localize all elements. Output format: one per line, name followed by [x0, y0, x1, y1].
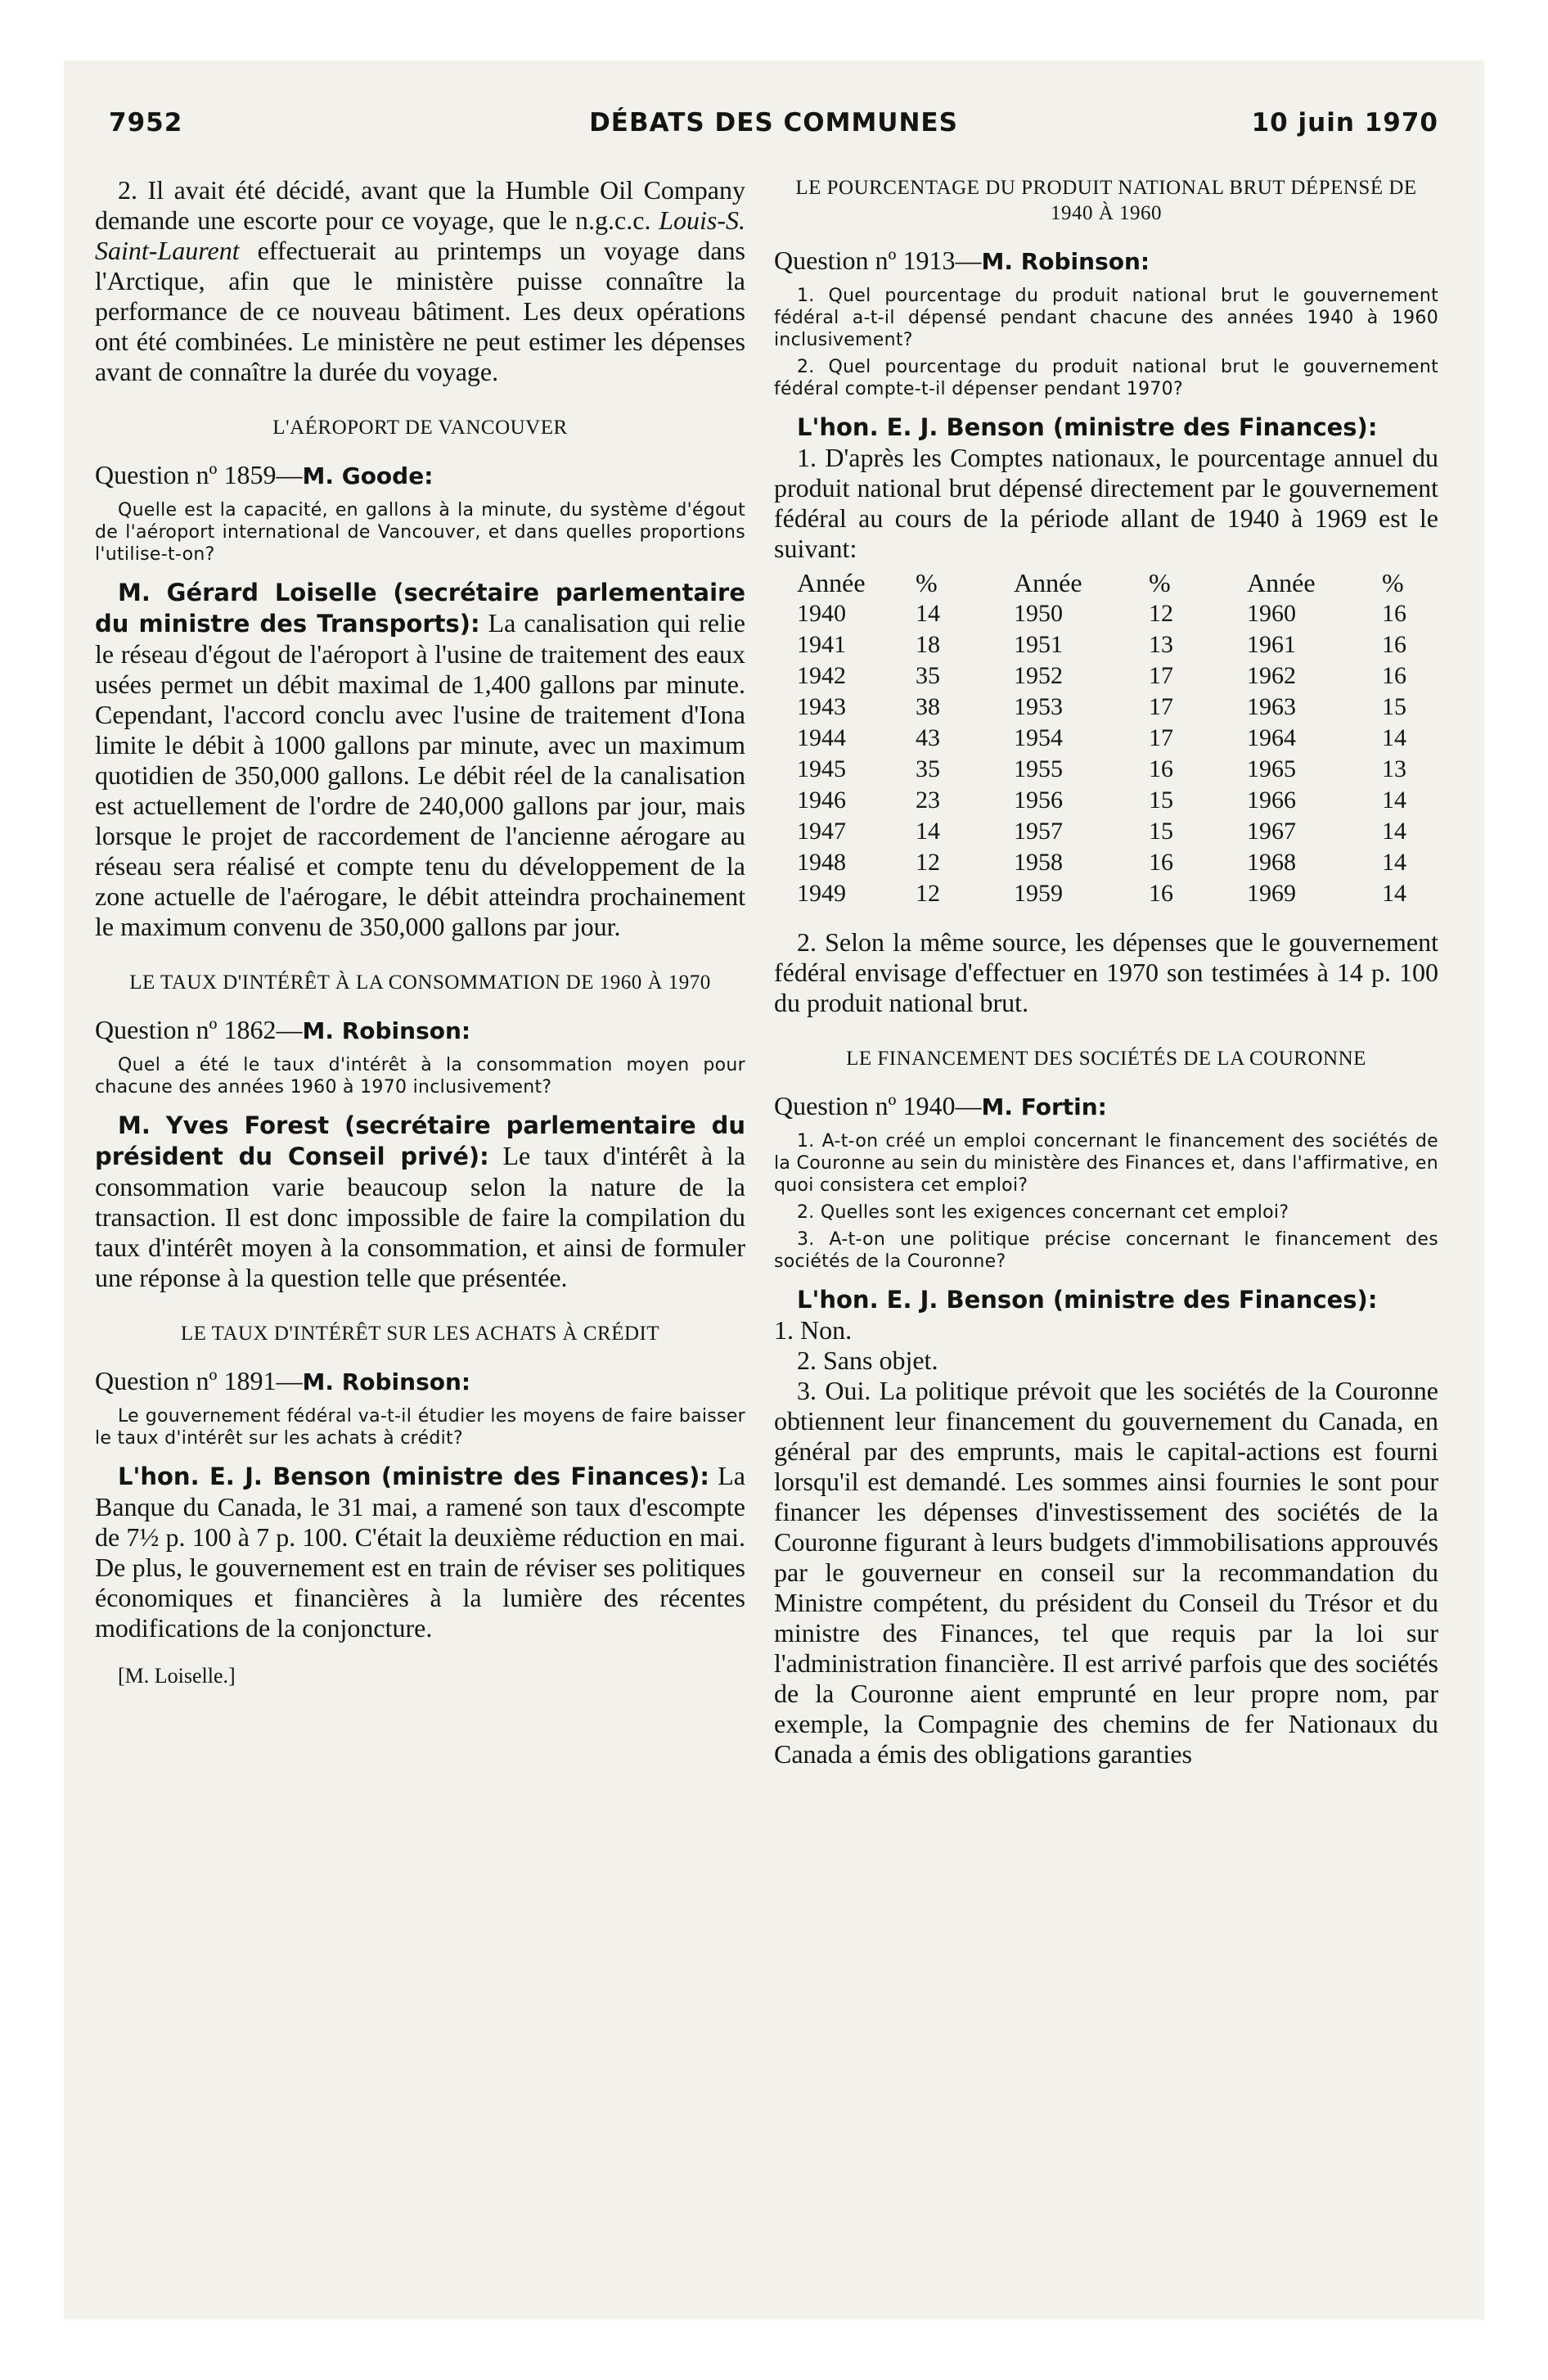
- table-row: [774, 692, 1424, 723]
- page-title: DÉBATS DES COMMUNES: [589, 108, 958, 137]
- percent-cell: 17: [1149, 724, 1173, 751]
- year-cell: 1955: [1014, 755, 1063, 782]
- question-text: Quelle est la capacité, en gallons à la minute, du système d'égout de l'aéroport international de Vancouver, et dans quelles proportions l'utilise-t-on?: [95, 500, 745, 565]
- percent-cell: 16: [1382, 600, 1406, 627]
- table-row: [774, 660, 1424, 692]
- year-cell: 1957: [1014, 818, 1063, 845]
- year-cell: 1956: [1014, 787, 1063, 814]
- table-row: [774, 878, 1424, 909]
- year-cell: 1960: [1247, 600, 1296, 627]
- question-text: Quel a été le taux d'intérêt à la consommation moyen pour chacune des années 1960 à 1970 inclusivement?: [95, 1055, 745, 1098]
- column-header: %: [1149, 568, 1171, 597]
- answer-item: 2. Sans objet.: [797, 1346, 938, 1375]
- year-cell: 1948: [797, 849, 846, 876]
- table-row: [774, 598, 1424, 629]
- answer-paragraph: M. Yves Forest (secrétaire parlementaire du président du Conseil privé): Le taux d'intérêt à la consommation varie beaucoup selon la nature de la transaction. Il est donc impossible de faire la compilation du taux d'intérêt moyen à la consommation, et ainsi de formuler une réponse à la question telle que présentée.: [95, 1111, 746, 1292]
- percent-cell: 17: [1149, 662, 1173, 689]
- column-header: Année: [1247, 568, 1316, 597]
- percent-cell: 14: [1382, 787, 1406, 814]
- speaker-name: M. Gérard Loiselle (secrétaire parlementaire du ministre des Transports):: [95, 579, 745, 638]
- left-column: [95, 175, 745, 1689]
- percent-cell: 13: [1149, 631, 1173, 658]
- question-text: 2. Quel pourcentage du produit national brut le gouvernement fédéral compte-t-il dépenser pendant 1970?: [774, 357, 1438, 399]
- hansard-page: [64, 61, 1484, 2319]
- year-cell: 1943: [797, 693, 846, 720]
- year-cell: 1950: [1014, 600, 1063, 627]
- question-line: Question nº 1859—M. Goode:: [95, 460, 434, 489]
- percent-cell: 14: [1382, 724, 1406, 751]
- year-cell: 1961: [1247, 631, 1296, 658]
- answer-paragraph: 3. Oui. La politique prévoit que les sociétés de la Couronne obtiennent leur financement du gouvernement du Canada, en général par des emprunts, mais le capital-actions est fourni lorsqu'il est demandé. Les sommes ainsi fournies le sont pour financer les dépenses d'investissement des sociétés de la Couronne figurant à leurs budgets d'immobilisations approuvés par le gouverneur en conseil sur la recommandation du Ministre compétent, du président du Conseil du Trésor et du ministre des Finances, tel que requis par la loi sur l'administration financière. Il est arrivé parfois que des sociétés de la Couronne aient emprunté en leur propre nom, par exemple, la Compagnie des chemins de fer Nationaux du Canada a émis des obligations garanties: [774, 1376, 1438, 1769]
- column-header: %: [916, 568, 938, 597]
- table-body: [774, 598, 1424, 909]
- percent-cell: 13: [1382, 755, 1406, 782]
- year-cell: 1940: [797, 600, 846, 627]
- year-cell: 1954: [1014, 724, 1063, 751]
- percent-cell: 14: [1382, 880, 1406, 907]
- year-cell: 1968: [1247, 849, 1296, 876]
- question-text: 1. Quel pourcentage du produit national brut le gouvernement fédéral a-t-il dépensé pendant chacune des années 1940 à 1960 inclusivement?: [774, 286, 1438, 350]
- question-line: Question nº 1891—M. Robinson:: [95, 1366, 471, 1395]
- year-cell: 1963: [1247, 693, 1296, 720]
- column-header: Année: [797, 568, 866, 597]
- page-date: 10 juin 1970: [1251, 108, 1438, 137]
- year-cell: 1967: [1247, 818, 1296, 845]
- year-cell: 1942: [797, 662, 846, 689]
- percent-cell: 16: [1149, 880, 1173, 907]
- answer-paragraph: M. Gérard Loiselle (secrétaire parlementaire du ministre des Transports): La canalisation qui relie le réseau d'égout de l'aéroport à l'usine de traitement des eaux usées permet un débit maximal de 1,400 gallons par minute. Cependant, l'accord conclu avec l'usine de traitement d'Iona limite le débit à 1000 gallons par minute, avec un maximum quotidien de 350,000 gallons. Le débit réel de la canalisation est actuellement de l'ordre de 240,000 gallons par jour, mais lorsque le projet de raccordement de l'ancienne aérogare au réseau sera réalisé et compte tenu du développement de la zone actuelle de l'aérogare, le débit atteindra prochainement le maximum convenu de 350,000 gallons par jour.: [95, 579, 745, 941]
- question-text: 1. A-t-on créé un emploi concernant le financement des sociétés de la Couronne au sein du ministère des Finances et, dans l'affirmative, en quoi consistera cet emploi?: [774, 1131, 1438, 1196]
- percent-cell: 12: [916, 849, 940, 876]
- percent-cell: 43: [916, 724, 940, 751]
- section-heading: LE POURCENTAGE DU PRODUIT NATIONAL BRUT DÉPENSÉ DE 1940 À 1960: [795, 177, 1417, 224]
- year-cell: 1966: [1247, 787, 1296, 814]
- table-row: [774, 816, 1424, 847]
- percent-cell: 38: [916, 693, 940, 720]
- speaker-name: L'hon. E. J. Benson (ministre des Finances):: [797, 1286, 1378, 1314]
- page-number: 7952: [109, 108, 183, 137]
- percent-cell: 16: [1382, 662, 1406, 689]
- percent-cell: 15: [1382, 693, 1406, 720]
- percent-cell: 35: [916, 755, 940, 782]
- column-header: %: [1382, 568, 1404, 597]
- answer-paragraph: 2. Selon la même source, les dépenses que le gouvernement fédéral envisage d'effectuer en 1970 son testimées à 14 p. 100 du produit national brut.: [774, 927, 1438, 1017]
- section-heading: LE TAUX D'INTÉRÊT À LA CONSOMMATION DE 1960 À 1970: [129, 971, 711, 994]
- ship-name: Louis-S. Saint-Laurent: [95, 205, 745, 265]
- speaker-footnote: [M. Loiselle.]: [118, 1664, 236, 1688]
- section-heading: LE FINANCEMENT DES SOCIÉTÉS DE LA COURONNE: [846, 1048, 1366, 1070]
- percent-cell: 16: [1382, 631, 1406, 658]
- speaker-line: [774, 1284, 1438, 1315]
- year-cell: 1946: [797, 787, 846, 814]
- section-heading: LE TAUX D'INTÉRÊT SUR LES ACHATS À CRÉDIT: [180, 1323, 660, 1345]
- percent-cell: 17: [1149, 693, 1173, 720]
- answer-item: 1. Non.: [774, 1315, 853, 1345]
- question-line: Question nº 1913—M. Robinson:: [774, 246, 1150, 275]
- percent-cell: 15: [1149, 818, 1173, 845]
- year-cell: 1965: [1247, 755, 1296, 782]
- speaker-name: M. Yves Forest (secrétaire parlementaire du président du Conseil privé):: [95, 1111, 745, 1170]
- year-cell: 1941: [797, 631, 846, 658]
- intro-paragraph: 2. Il avait été décidé, avant que la Humble Oil Company demande une escorte pour ce voyage, que le n.g.c.c. Louis-S. Saint-Laurent effectuerait au printemps un voyage dans l'Arctique, afin que le ministère puisse connaître la performance de ce nouveau bâtiment. Les deux opérations ont été combinées. Le ministère ne peut estimer les dépenses avant de connaître la durée du voyage.: [95, 175, 745, 386]
- percent-cell: 12: [1149, 600, 1173, 627]
- question-text: 2. Quelles sont les exigences concernant cet emploi?: [797, 1202, 1289, 1223]
- percent-cell: 14: [1382, 849, 1406, 876]
- gnp-percentage-table: [774, 567, 1424, 909]
- year-cell: 1952: [1014, 662, 1063, 689]
- speaker-name: L'hon. E. J. Benson (ministre des Finances):: [797, 413, 1378, 441]
- year-cell: 1951: [1014, 631, 1063, 658]
- percent-cell: 14: [1382, 818, 1406, 845]
- question-line: Question nº 1862—M. Robinson:: [95, 1015, 471, 1044]
- table-row: [774, 723, 1424, 754]
- percent-cell: 15: [1149, 787, 1173, 814]
- year-cell: 1959: [1014, 880, 1063, 907]
- year-cell: 1944: [797, 724, 846, 751]
- percent-cell: 16: [1149, 755, 1173, 782]
- column-header: Année: [1014, 568, 1082, 597]
- percent-cell: 14: [916, 818, 940, 845]
- section-heading: L'AÉROPORT DE VANCOUVER: [272, 417, 568, 439]
- question-line: Question nº 1940—M. Fortin:: [774, 1091, 1107, 1120]
- table-row: [774, 754, 1424, 785]
- year-cell: 1964: [1247, 724, 1296, 751]
- percent-cell: 14: [916, 600, 940, 627]
- table-row: [774, 847, 1424, 878]
- question-text: 3. A-t-on une politique précise concernant le financement des sociétés de la Couronne?: [774, 1229, 1438, 1272]
- percent-cell: 18: [916, 631, 940, 658]
- year-cell: 1949: [797, 880, 846, 907]
- table-row: [774, 629, 1424, 660]
- answer-paragraph: L'hon. E. J. Benson (ministre des Finances): La Banque du Canada, le 31 mai, a ramené son taux d'escompte de 7½ p. 100 à 7 p. 100. C'était la deuxième réduction en mai. De plus, le gouvernement est en train de réviser ses politiques économiques et financières à la lumière des récentes modifications de la conjoncture.: [95, 1461, 746, 1643]
- year-cell: 1969: [1247, 880, 1296, 907]
- percent-cell: 12: [916, 880, 940, 907]
- table-header-row: [774, 567, 1424, 598]
- speaker-line: [774, 412, 1438, 443]
- percent-cell: 23: [916, 787, 940, 814]
- speaker-name: L'hon. E. J. Benson (ministre des Finances):: [118, 1463, 709, 1490]
- year-cell: 1947: [797, 818, 846, 845]
- percent-cell: 35: [916, 662, 940, 689]
- right-column: [774, 175, 1438, 1769]
- percent-cell: 16: [1149, 849, 1173, 876]
- table-row: [774, 785, 1424, 816]
- year-cell: 1962: [1247, 662, 1296, 689]
- year-cell: 1945: [797, 755, 846, 782]
- answer-paragraph: 1. D'après les Comptes nationaux, le pourcentage annuel du produit national brut dépensé directement par le gouvernement fédéral au cours de la période allant de 1940 à 1969 est le suivant:: [774, 443, 1438, 563]
- year-cell: 1953: [1014, 693, 1063, 720]
- question-text: Le gouvernement fédéral va-t-il étudier les moyens de faire baisser le taux d'intérêt sur les achats à crédit?: [95, 1406, 745, 1449]
- year-cell: 1958: [1014, 849, 1063, 876]
